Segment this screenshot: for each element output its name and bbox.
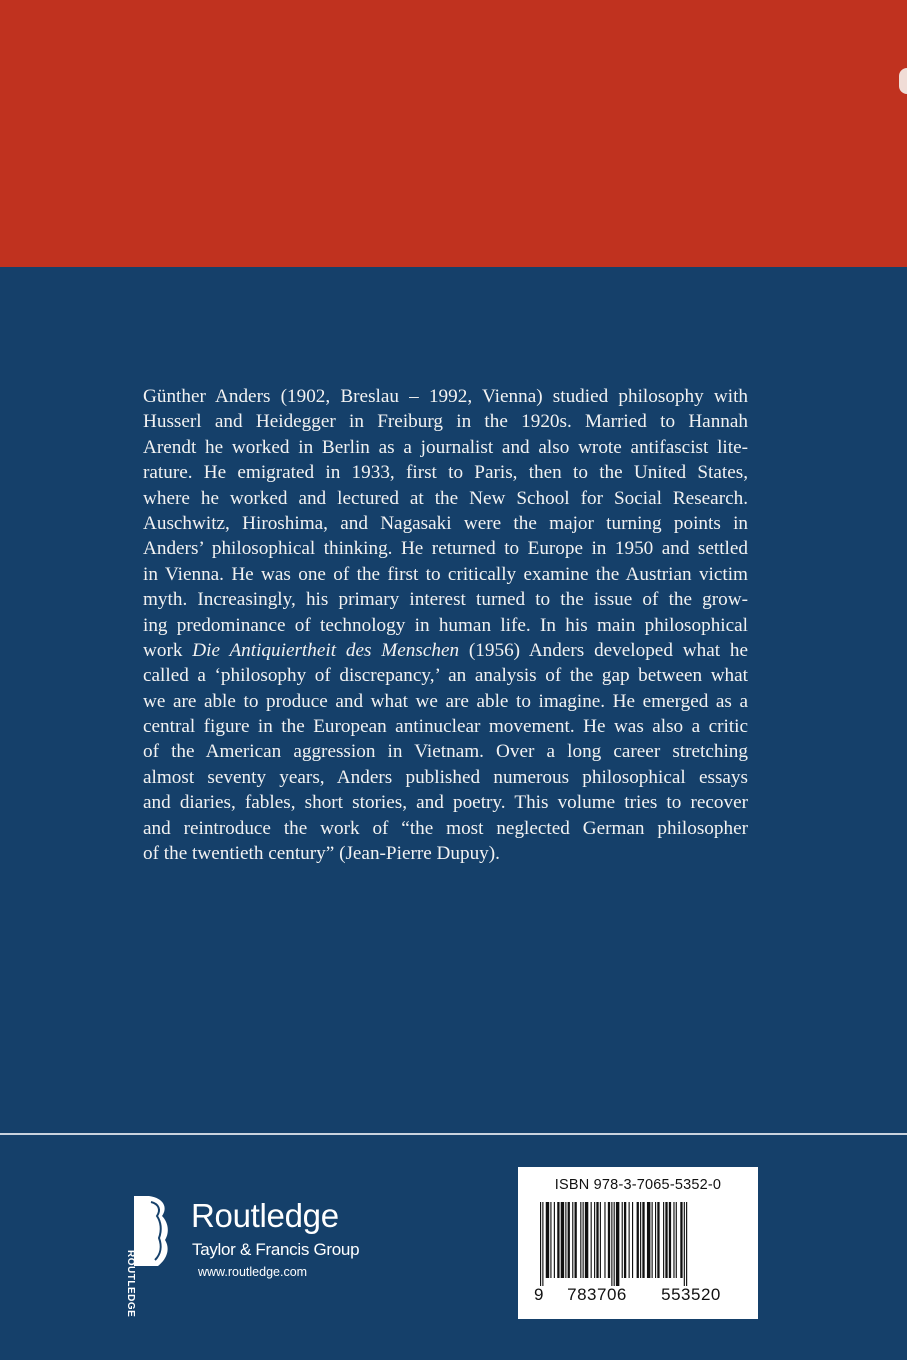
barcode-bar [542, 1202, 543, 1286]
isbn-label: ISBN 978-3-7065-5352-0 [554, 1177, 722, 1193]
cover-top-band [0, 0, 907, 267]
barcode-bar [575, 1202, 577, 1278]
barcode-bar [580, 1202, 581, 1278]
barcode-bar [652, 1202, 653, 1278]
barcode-bar [657, 1202, 659, 1278]
blurb-line: Anders’ philosophical thinking. He returned to Europe in 1950 and settled [143, 538, 748, 560]
barcode-bar [640, 1202, 641, 1278]
barcode-bar [684, 1202, 685, 1286]
barcode-bar [647, 1202, 650, 1278]
barcode-bar [614, 1202, 615, 1286]
barcode-digits-left: 783706 [567, 1285, 627, 1304]
blurb-line: in Vienna. He was one of the first to critically examine the Austrian victim [143, 563, 748, 585]
blurb-line: called a ‘philosophy of discrepancy,’ an analysis of the gap between what [143, 665, 748, 687]
barcode-bar [565, 1202, 566, 1278]
back-cover-blurb [143, 384, 748, 866]
barcode-digits-right: 553520 [661, 1285, 721, 1304]
barcode-bar [632, 1202, 633, 1278]
barcode-bar [686, 1202, 687, 1286]
barcode-bar [583, 1202, 584, 1278]
barcode-bar [676, 1202, 677, 1278]
barcode-bar [546, 1202, 549, 1278]
blurb-line-with-title [143, 638, 748, 663]
cover-divider [0, 1133, 907, 1135]
barcode-bar [669, 1202, 671, 1278]
barcode-bar [568, 1202, 570, 1278]
routledge-vertical-wordmark: ROUTLEDGE [125, 1250, 136, 1318]
barcode-bar [622, 1202, 623, 1278]
publisher-logo [125, 1196, 394, 1318]
blurb-line: and reintroduce the work of “the most neglected German philosopher [143, 817, 748, 839]
barcode-bar [540, 1202, 541, 1286]
publisher-name: Routledge [191, 1197, 339, 1234]
publisher-group: Taylor & Francis Group [192, 1240, 360, 1259]
blurb-line: central figure in the European antinuclear movement. He was also a critic [143, 716, 748, 738]
blurb-line: of the twentieth century” (Jean-Pierre Dupuy). [143, 843, 500, 865]
barcode-bar [665, 1202, 667, 1278]
barcode-digits [534, 1285, 748, 1305]
barcode-bar [550, 1202, 551, 1278]
routledge-emblem-icon [134, 1196, 180, 1266]
blurb-line: where he worked and lectured at the New School for Social Research. [143, 487, 748, 509]
publisher-url[interactable]: www.routledge.com [198, 1265, 308, 1279]
barcode-bar [594, 1202, 595, 1278]
barcode-bar [655, 1202, 656, 1278]
blurb-line: Arendt he worked in Berlin as a journalist and also wrote antifascist lite- [143, 436, 748, 458]
blurb-line: rature. He emigrated in 1933, first to Paris, then to the United States, [143, 462, 748, 484]
barcode-bar [624, 1202, 626, 1278]
blurb-line: Auschwitz, Hiroshima, and Nagasaki were the major turning points in [143, 512, 748, 534]
barcode-icon [538, 1202, 738, 1286]
barcode-bar [616, 1202, 619, 1286]
blurb-text: work [143, 639, 193, 661]
barcode-bar [611, 1202, 612, 1286]
blurb-text: (1956) Anders developed what he [459, 639, 748, 661]
barcode-bar [585, 1202, 588, 1278]
blurb-line: almost seventy years, Anders published numerous philosophical essays [143, 766, 748, 788]
book-title-italic: Die Antiquiertheit des Menschen [192, 639, 460, 661]
barcode-bar [554, 1202, 555, 1278]
barcode-bar [673, 1202, 674, 1278]
barcode-bar [629, 1202, 630, 1278]
blurb-line: ing predominance of technology in human life. In his main philosophical [143, 614, 748, 636]
blurb-line: we are able to produce and what we are able to imagine. He emerged as a [143, 690, 748, 712]
blurb-line: and diaries, fables, short stories, and poetry. This volume tries to recover [143, 792, 748, 814]
barcode-digit-first: 9 [534, 1285, 544, 1304]
blurb-line: myth. Increasingly, his primary interest turned to the issue of the grow- [143, 589, 748, 611]
barcode-bar [596, 1202, 598, 1278]
blurb-line: Husserl and Heidegger in Freiburg in the 1920s. Married to Hannah [143, 411, 748, 433]
spine-edge-mark [899, 68, 907, 94]
barcode-bar [561, 1202, 564, 1278]
barcode-bar [591, 1202, 592, 1278]
barcode-bar [572, 1202, 573, 1278]
blurb-line: Günther Anders (1902, Breslau – 1992, Vienna) studied philosophy with [143, 386, 748, 407]
barcode-bar [637, 1202, 639, 1278]
barcode-bar [557, 1202, 559, 1278]
barcode-bar [604, 1202, 605, 1278]
barcode-bar [663, 1202, 664, 1278]
isbn-barcode-box [518, 1167, 758, 1319]
barcode-bar [680, 1202, 682, 1278]
barcode-bar [608, 1202, 610, 1278]
barcode-bar [600, 1202, 601, 1278]
barcode-bar [642, 1202, 644, 1278]
blurb-line: of the American aggression in Vietnam. Over a long career stretching [143, 741, 748, 763]
